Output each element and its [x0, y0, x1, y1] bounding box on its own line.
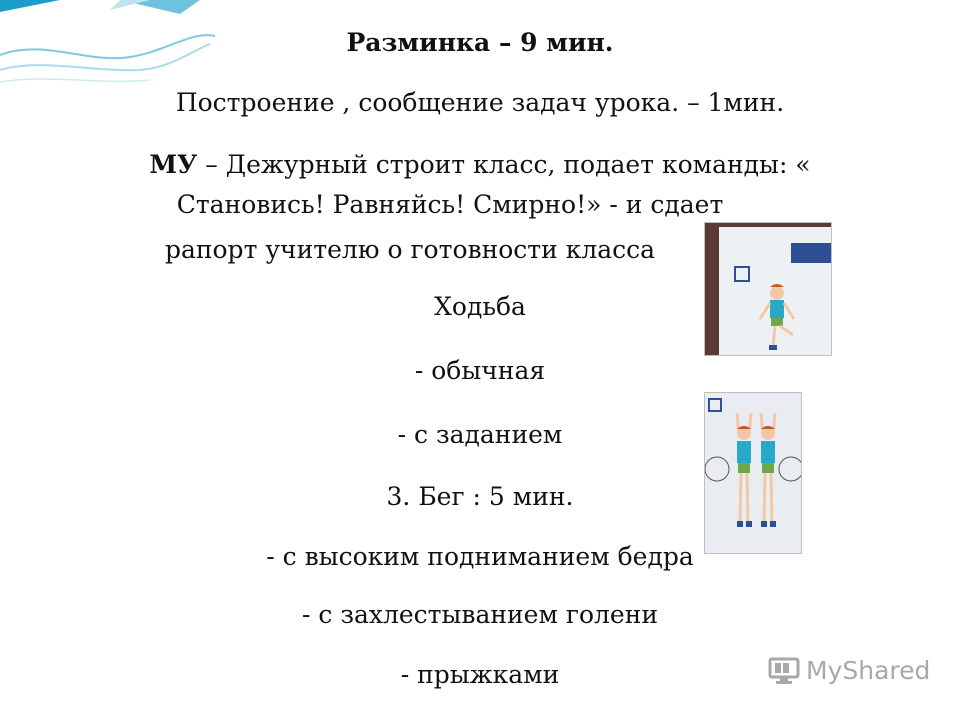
text-line-3: Становись! Равняйсь! Смирно!» - и сдает [176, 190, 724, 219]
slide-title: Разминка – 9 мин. [346, 28, 614, 57]
text-line-2 [0, 150, 960, 180]
text-line-jumps: - прыжками [400, 660, 560, 689]
exercise-photo-2 [704, 392, 802, 554]
text-line-high-knee: - с высоким подниманием бедра [266, 542, 694, 571]
watermark-text: MyShared [806, 656, 931, 685]
text-line-2-rest: – Дежурный строит класс, подает команды: « [205, 150, 811, 179]
text-line-normal: - обычная [414, 356, 546, 385]
mu-label: МУ [149, 150, 198, 179]
exercise-photo-1 [704, 222, 832, 356]
text-line-walk: Ходьба [434, 292, 526, 321]
text-line-1: Построение , сообщение задач урока. – 1мин. [175, 88, 785, 117]
text-line-4: рапорт учителю о готовности класса [164, 235, 656, 264]
text-line-heel-kick: - с захлестыванием голени [301, 600, 659, 629]
text-line-task: - с заданием [397, 420, 563, 449]
monitor-icon [768, 657, 800, 685]
myshared-watermark [768, 656, 930, 685]
text-line-run: 3. Бег : 5 мин. [386, 482, 574, 511]
